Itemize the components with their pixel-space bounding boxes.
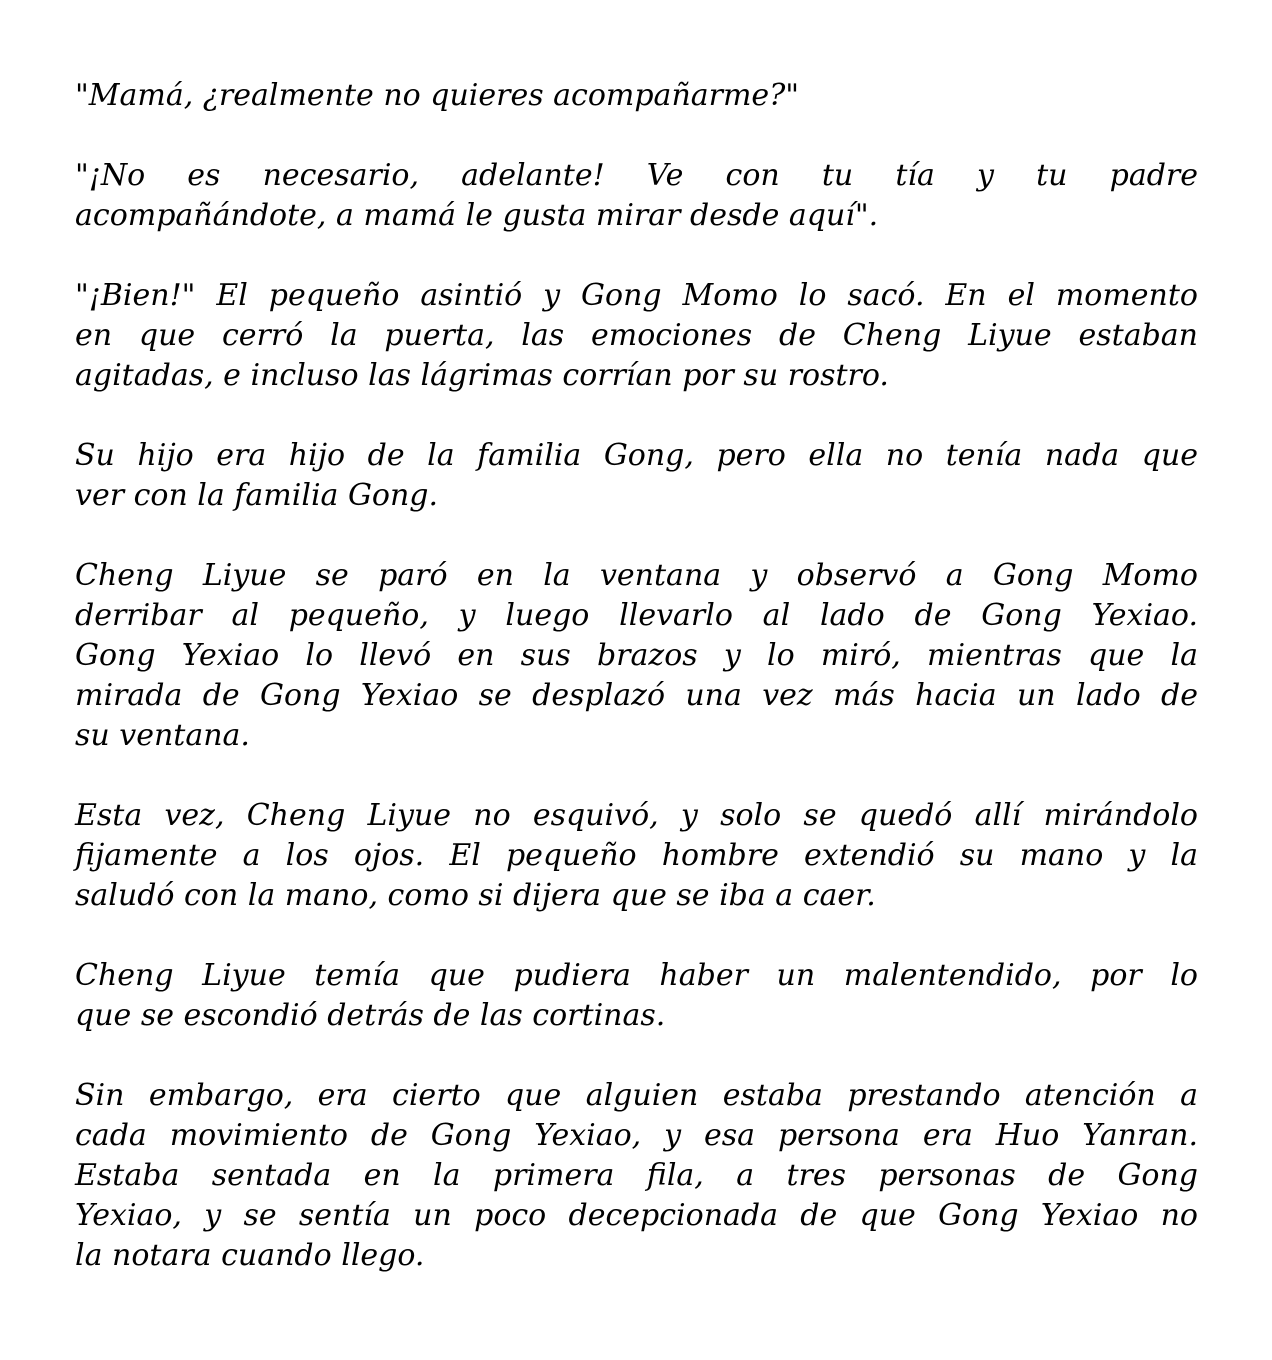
text-line: la notara cuando llego.	[75, 1238, 425, 1273]
text-line: "¡No es necesario, adelante! Ve con tu tía y tu padre	[75, 158, 1198, 193]
text-line: "Mamá, ¿realmente no quieres acompañarme?"	[75, 78, 800, 113]
paragraph-5	[75, 556, 1198, 756]
text-line: ver con la familia Gong.	[75, 478, 439, 513]
text-line: Estaba sentada en la primera fila, a tres personas de Gong	[75, 1158, 1198, 1193]
text-line: Yexiao, y se sentía un poco decepcionada de que Gong Yexiao no	[75, 1198, 1198, 1233]
text-line: su ventana.	[75, 718, 250, 753]
text-line: Esta vez, Cheng Liyue no esquivó, y solo se quedó allí mirándolo	[75, 798, 1198, 833]
text-line: Sin embargo, era cierto que alguien estaba prestando atención a	[75, 1078, 1198, 1113]
text-line: fijamente a los ojos. El pequeño hombre extendió su mano y la	[75, 838, 1198, 873]
document-page	[75, 76, 1198, 1316]
text-line: que se escondió detrás de las cortinas.	[75, 998, 666, 1033]
text-line: cada movimiento de Gong Yexiao, y esa persona era Huo Yanran.	[75, 1118, 1198, 1153]
paragraph-3	[75, 276, 1198, 396]
text-line: derribar al pequeño, y luego llevarlo al lado de Gong Yexiao.	[75, 598, 1198, 633]
text-line: en que cerró la puerta, las emociones de Cheng Liyue estaban	[75, 318, 1198, 353]
text-line: Su hijo era hijo de la familia Gong, pero ella no tenía nada que	[75, 438, 1198, 473]
paragraph-4	[75, 436, 1198, 516]
text-line: agitadas, e incluso las lágrimas corrían por su rostro.	[75, 358, 889, 393]
paragraph-7	[75, 956, 1198, 1036]
text-line: acompañándote, a mamá le gusta mirar desde aquí".	[75, 198, 879, 233]
text-line: Gong Yexiao lo llevó en sus brazos y lo miró, mientras que la	[75, 638, 1198, 673]
paragraph-1	[75, 76, 1198, 116]
text-line: Cheng Liyue temía que pudiera haber un malentendido, por lo	[75, 958, 1198, 993]
text-line: "¡Bien!" El pequeño asintió y Gong Momo lo sacó. En el momento	[75, 278, 1198, 313]
text-line: mirada de Gong Yexiao se desplazó una vez más hacia un lado de	[75, 678, 1198, 713]
paragraph-6	[75, 796, 1198, 916]
text-line: Cheng Liyue se paró en la ventana y observó a Gong Momo	[75, 558, 1198, 593]
paragraph-2	[75, 156, 1198, 236]
text-line: saludó con la mano, como si dijera que se iba a caer.	[75, 878, 876, 913]
paragraph-8	[75, 1076, 1198, 1276]
